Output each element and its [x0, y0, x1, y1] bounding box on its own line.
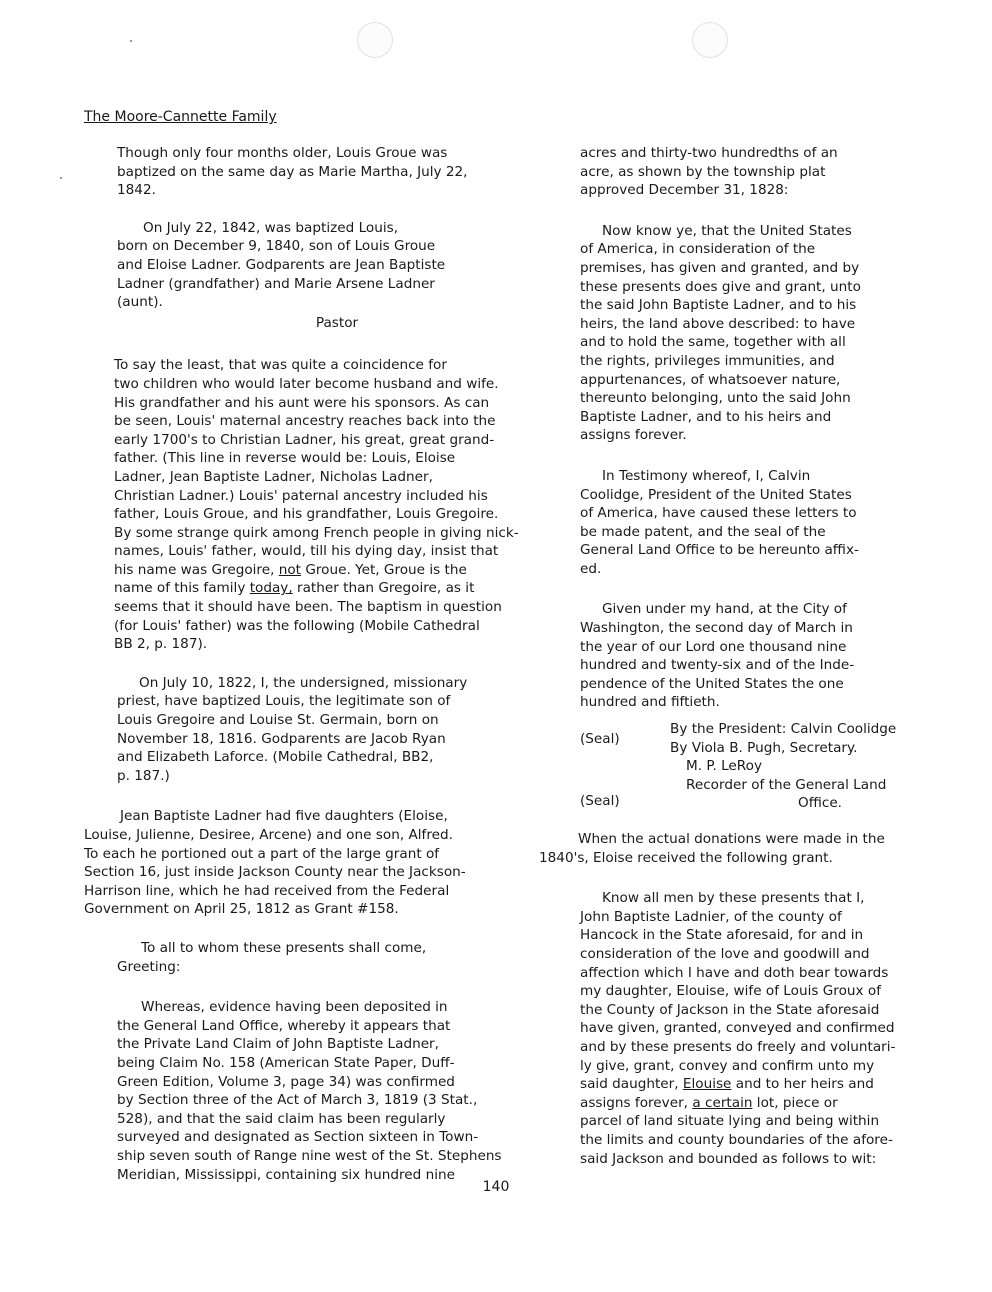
signature-block	[580, 720, 920, 812]
text-line: Green Edition, Volume 3, page 34) was confirmed	[117, 1073, 455, 1090]
text-line: p. 187.)	[117, 767, 170, 784]
text-line	[580, 1075, 920, 1094]
text-line: John Baptiste Ladnier, of the county of	[580, 908, 842, 925]
text-line: By Viola B. Pugh, Secretary.	[670, 739, 858, 756]
paragraph	[84, 807, 497, 919]
left-column	[84, 144, 519, 1184]
text-line: To all to whom these presents shall come,	[141, 939, 427, 956]
text-line: ed.	[580, 560, 602, 577]
underlined-word: Elouise	[682, 1076, 732, 1093]
quoted-grant	[117, 939, 497, 976]
paragraph	[114, 356, 519, 654]
text-line: Louise, Julienne, Desiree, Arcene) and one son, Alfred.	[84, 827, 453, 843]
text-line: 528), and that the said claim has been regularly	[117, 1110, 446, 1127]
text-line: and to hold the same, together with all	[580, 334, 846, 351]
text-line: appurtenances, of whatsoever nature,	[580, 371, 841, 388]
text-line: Greeting:	[117, 958, 181, 975]
text-run: rather than Gregoire, as it	[292, 580, 475, 597]
text-line: baptized on the same day as Marie Martha, July 22,	[117, 163, 468, 180]
speck	[130, 40, 132, 42]
text-line: early 1700's to Christian Ladner, his great, great grand-	[114, 431, 495, 448]
text-line: ship seven south of Range nine west of the St. Stephens	[117, 1147, 502, 1164]
text-line	[114, 561, 497, 580]
underlined-word: not	[278, 561, 301, 578]
text-line: BB 2, p. 187).	[114, 636, 208, 653]
text-run: assigns forever,	[580, 1094, 693, 1111]
quoted-record	[117, 674, 497, 786]
text-line: Baptiste Ladner, and to his heirs and	[580, 408, 832, 425]
text-line: the limits and county boundaries of the afore-	[580, 1131, 893, 1148]
text-line: Coolidge, President of the United States	[580, 486, 852, 503]
text-line: and Elizabeth Laforce. (Mobile Cathedral, BB2,	[117, 749, 434, 766]
quoted-grant	[580, 144, 920, 200]
text-line: General Land Office to be hereunto affix-	[580, 542, 859, 559]
text-line: affection which I have and doth bear towards	[580, 964, 889, 981]
text-line: Given under my hand, at the City of	[602, 601, 847, 618]
signature-pastor: Pastor	[315, 314, 359, 331]
text-line: father. (This line in reverse would be: Louis, Eloise	[114, 450, 456, 467]
text-line: Harrison line, which he had received from the Federal	[84, 882, 450, 899]
text-line: By some strange quirk among French people in giving nick-	[114, 524, 519, 541]
text-line: (aunt).	[117, 294, 163, 311]
text-line: the County of Jackson in the State aforesaid	[580, 1001, 880, 1018]
quoted-grant	[580, 467, 920, 579]
text-line: assigns forever.	[580, 427, 687, 444]
text-line: In Testimony whereof, I, Calvin	[602, 467, 811, 484]
underlined-word: a certain	[692, 1094, 753, 1111]
text-line: be made patent, and the seal of the	[580, 523, 826, 540]
text-line: Jean Baptiste Ladner had five daughters (Eloise,	[120, 808, 448, 825]
text-line: consideration of the love and goodwill and	[580, 946, 870, 962]
text-line: names, Louis' father, would, till his dying day, insist that	[114, 543, 499, 560]
text-line: the General Land Office, whereby it appears that	[117, 1017, 451, 1034]
right-column	[539, 144, 920, 1168]
text-run: his name was Gregoire,	[114, 561, 279, 578]
text-line: being Claim No. 158 (American State Paper, Duff-	[117, 1054, 455, 1071]
text-line: Louis Gregoire and Louise St. Germain, born on	[117, 712, 439, 729]
text-line: 1840's, Eloise received the following grant.	[539, 849, 833, 866]
text-line: the said John Baptiste Ladner, and to his	[580, 297, 857, 314]
signatures	[670, 720, 896, 813]
text-line: 1842.	[117, 182, 156, 199]
quoted-deed	[580, 889, 920, 1168]
quoted-record	[117, 219, 497, 312]
punch-hole	[692, 22, 728, 58]
text-line: by Section three of the Act of March 3, 1819 (3 Stat.,	[117, 1092, 478, 1109]
text-line: Ladner, Jean Baptiste Ladner, Nicholas Ladner,	[114, 468, 433, 485]
text-line: father, Louis Groue, and his grandfather, Louis Gregoire.	[114, 506, 499, 523]
page-header: The Moore-Cannette Family	[84, 109, 277, 125]
text-line: priest, have baptized Louis, the legitimate son of	[117, 693, 451, 710]
paragraph	[539, 830, 920, 867]
text-line: and Eloise Ladner. Godparents are Jean Baptiste	[117, 256, 446, 273]
text-line: hundred and fiftieth.	[580, 694, 720, 711]
text-line: seems that it should have been. The baptism in question	[114, 599, 502, 616]
text-line: of America, in consideration of the	[580, 241, 816, 258]
text-line: On July 10, 1822, I, the undersigned, missionary	[139, 674, 468, 691]
quoted-grant	[117, 998, 502, 1184]
text-line: His grandfather and his aunt were his sponsors. As can	[114, 394, 490, 411]
text-line: surveyed and designated as Section sixteen in Town-	[117, 1129, 479, 1146]
text-line: Meridian, Mississippi, containing six hundred nine	[117, 1166, 455, 1183]
text-line: have given, granted, conveyed and confirmed	[580, 1020, 895, 1037]
text-line: By the President: Calvin Coolidge	[670, 721, 897, 738]
underlined-word: today,	[249, 580, 293, 597]
text-line: Section 16, just inside Jackson County near the Jackson-	[84, 864, 466, 881]
text-line: Recorder of the General Land	[686, 776, 887, 793]
text-line: To say the least, that was quite a coincidence for	[114, 357, 447, 374]
text-line: Hancock in the State aforesaid, for and in	[580, 927, 864, 944]
text-line: the rights, privileges immunities, and	[580, 352, 835, 369]
text-line: acre, as shown by the township plat	[580, 163, 826, 180]
text-line: premises, has given and granted, and by	[580, 259, 860, 276]
text-line: parcel of land situate lying and being within	[580, 1113, 880, 1130]
text-line: Office.	[798, 795, 843, 812]
seal-label: (Seal)	[580, 731, 620, 748]
text-line: born on December 9, 1840, son of Louis Groue	[117, 238, 436, 255]
text-line: (for Louis' father) was the following (Mobile Cathedral	[114, 617, 480, 634]
text-line: approved December 31, 1828:	[580, 182, 789, 199]
text-line	[114, 579, 497, 598]
text-line: two children who would later become husband and wife.	[114, 375, 499, 392]
seal-label: (Seal)	[580, 793, 620, 810]
text-line	[580, 1094, 920, 1113]
text-line: be seen, Louis' maternal ancestry reaches back into the	[114, 413, 496, 430]
text-line: and by these presents do freely and voluntari-	[580, 1038, 896, 1055]
text-line: my daughter, Elouise, wife of Louis Groux of	[580, 983, 881, 1000]
text-run: Groue. Yet, Groue is the	[301, 561, 467, 578]
text-line: Now know ye, that the United States	[602, 222, 852, 239]
text-line: of America, have caused these letters to	[580, 505, 857, 522]
text-line: pendence of the United States the one	[580, 675, 844, 692]
text-line: the Private Land Claim of John Baptiste Ladner,	[117, 1036, 439, 1053]
text-run: lot, piece or	[752, 1094, 838, 1111]
text-line: heirs, the land above described: to have	[580, 315, 856, 332]
text-line: Washington, the second day of March in	[580, 620, 853, 637]
punch-hole	[357, 22, 393, 58]
text-line: Whereas, evidence having been deposited in	[141, 999, 448, 1016]
text-line: thereunto belonging, unto the said John	[580, 390, 851, 407]
text-line: acres and thirty-two hundredths of an	[580, 145, 838, 161]
quoted-grant	[580, 600, 920, 712]
speck	[60, 177, 62, 179]
text-run: and to her heirs and	[731, 1076, 874, 1093]
text-line: ly give, grant, convey and confirm unto my	[580, 1057, 875, 1074]
paragraph	[117, 144, 497, 200]
text-line: M. P. LeRoy	[686, 758, 762, 775]
text-line: When the actual donations were made in the	[578, 831, 885, 848]
text-line: hundred and twenty-six and of the Inde-	[580, 657, 855, 674]
page-number: 140	[482, 1179, 510, 1195]
text-run: said daughter,	[580, 1076, 683, 1093]
text-line: On July 22, 1842, was baptized Louis,	[143, 219, 399, 236]
text-line: Ladner (grandfather) and Marie Arsene Ladner	[117, 275, 435, 292]
text-line: Though only four months older, Louis Groue was	[117, 145, 448, 161]
text-line: To each he portioned out a part of the large grant of	[84, 845, 440, 862]
text-line: these presents does give and grant, unto	[580, 278, 861, 295]
text-line: November 18, 1816. Godparents are Jacob Ryan	[117, 730, 446, 747]
text-line: Government on April 25, 1812 as Grant #158.	[84, 901, 399, 918]
text-line: Christian Ladner.) Louis' paternal ancestry included his	[114, 487, 488, 504]
text-run: name of this family	[114, 580, 250, 597]
text-line: Know all men by these presents that I,	[602, 890, 865, 907]
text-line: said Jackson and bounded as follows to wit:	[580, 1150, 877, 1167]
text-line: the year of our Lord one thousand nine	[580, 638, 847, 655]
quoted-grant	[580, 222, 920, 445]
